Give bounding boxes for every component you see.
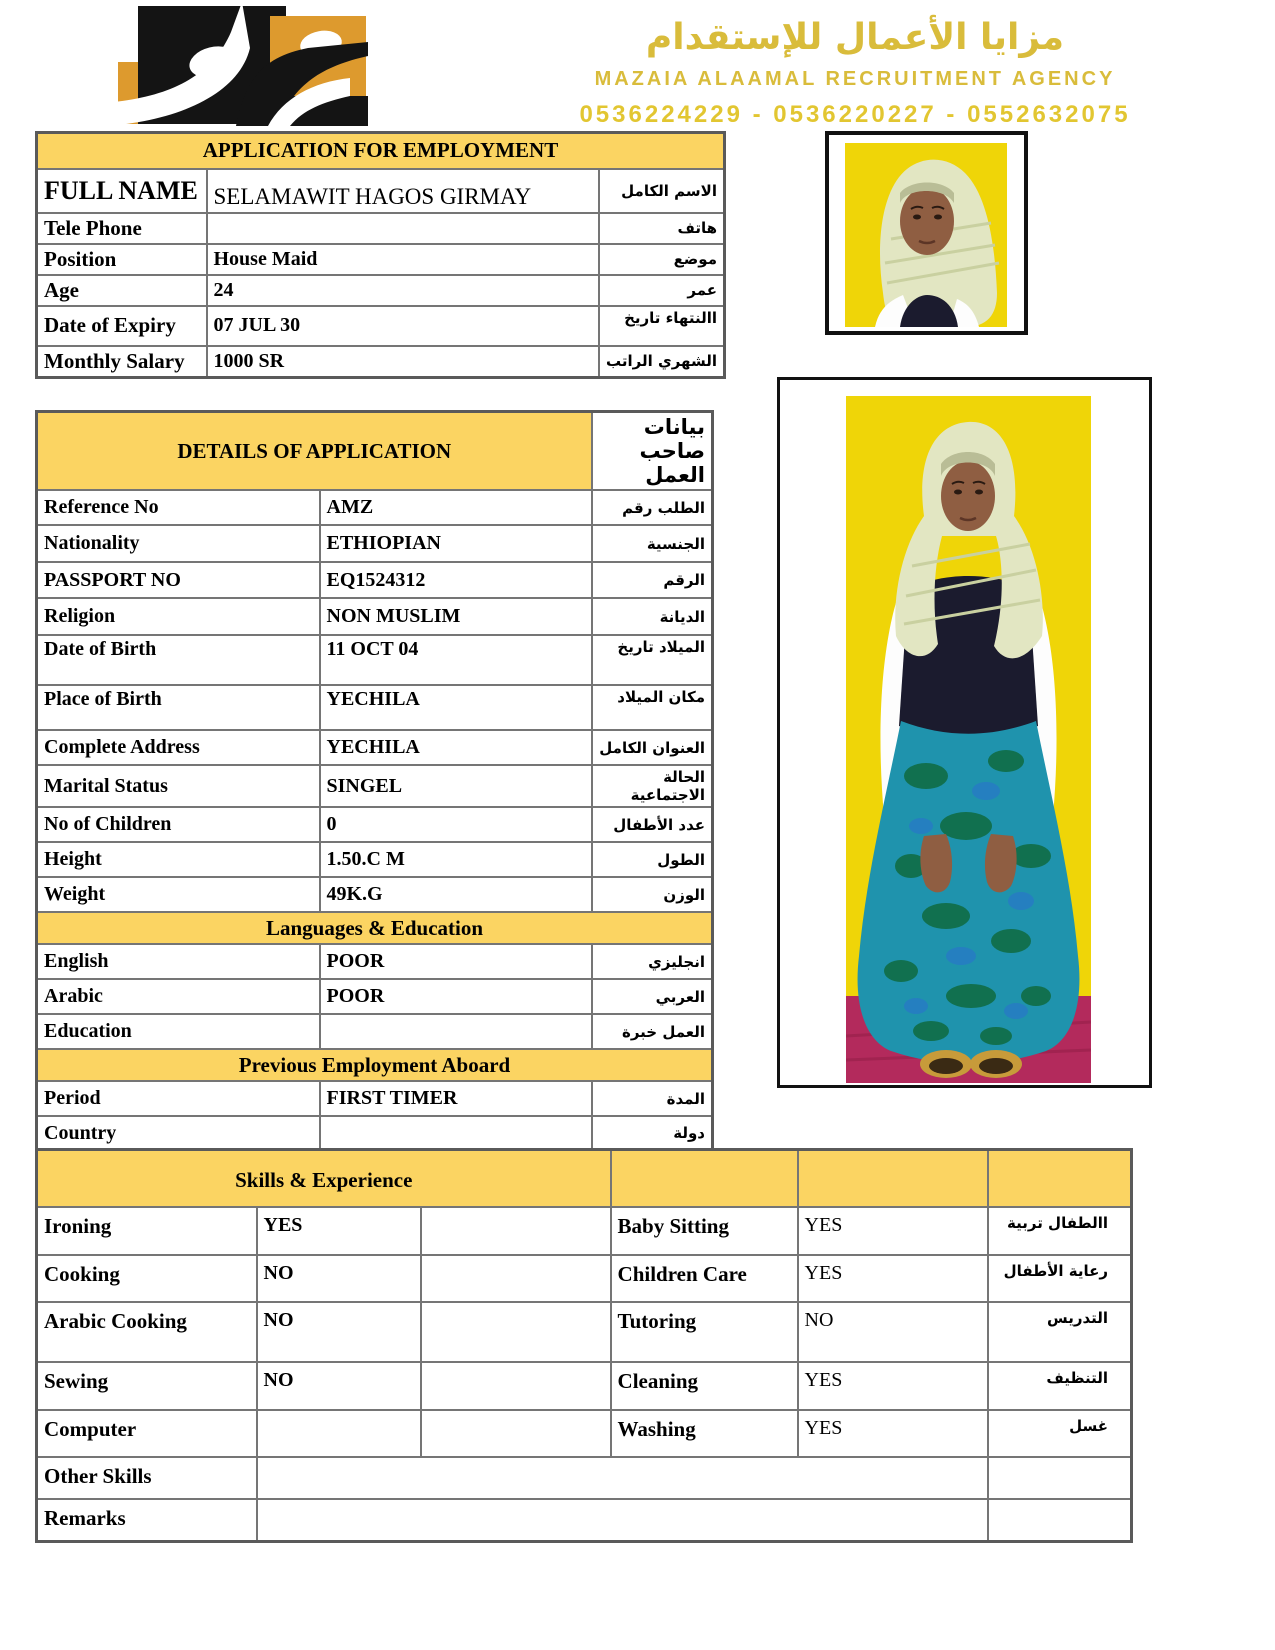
value-computer xyxy=(257,1410,421,1457)
label-tele-phone: Tele Phone xyxy=(37,213,207,244)
details-table-title-arabic: بيانات صاحب العمل xyxy=(592,412,713,491)
value-english: POOR xyxy=(320,944,592,979)
languages-education-header: Languages & Education xyxy=(37,912,713,944)
value-no-of-children: 0 xyxy=(320,807,592,842)
arabic-date-of-expiry: االنتهاء تاريخ xyxy=(599,306,725,346)
value-complete-address: YECHILA xyxy=(320,730,592,765)
applicant-full-body-photo xyxy=(777,377,1152,1088)
value-nationality: ETHIOPIAN xyxy=(320,525,592,562)
label-date-of-birth: Date of Birth xyxy=(37,635,320,685)
arabic-tele-phone: هاتف xyxy=(599,213,725,244)
label-tutoring: Tutoring xyxy=(611,1302,798,1362)
label-other-skills: Other Skills xyxy=(37,1457,257,1499)
agency-name-english: MAZAIA ALAAMAL RECRUITMENT AGENCY xyxy=(594,68,1116,90)
label-full-name: FULL NAME xyxy=(37,169,207,213)
value-weight: 49K.G xyxy=(320,877,592,912)
skills-empty-cell xyxy=(421,1255,611,1302)
arabic-english: انجليزي xyxy=(592,944,713,979)
value-monthly-salary: 1000 SR xyxy=(207,346,599,378)
value-height: 1.50.C M xyxy=(320,842,592,877)
label-age: Age xyxy=(37,275,207,306)
label-country: Country xyxy=(37,1116,320,1151)
arabic-marital-status: الحالة الاجتماعية xyxy=(592,765,713,807)
arabic-no-of-children: عدد الأطفال xyxy=(592,807,713,842)
value-washing: YES xyxy=(798,1410,988,1457)
employment-table xyxy=(35,131,726,379)
label-cooking: Cooking xyxy=(37,1255,257,1302)
value-tutoring: NO xyxy=(798,1302,988,1362)
value-position: House Maid xyxy=(207,244,599,275)
value-passport-no: EQ1524312 xyxy=(320,562,592,598)
arabic-position: موضع xyxy=(599,244,725,275)
skills-header-spacer-1 xyxy=(611,1150,798,1207)
skills-empty-cell xyxy=(421,1410,611,1457)
agency-header xyxy=(520,16,1190,129)
label-cleaning: Cleaning xyxy=(611,1362,798,1410)
headshot-image xyxy=(845,143,1007,327)
label-remarks: Remarks xyxy=(37,1499,257,1542)
arabic-passport-no: الرقم xyxy=(592,562,713,598)
label-arabic-cooking: Arabic Cooking xyxy=(37,1302,257,1362)
arabic-country: دولة xyxy=(592,1116,713,1151)
arabic-weight: الوزن xyxy=(592,877,713,912)
arabic-reference-no: الطلب رقم xyxy=(592,490,713,525)
arabic-children-care: رعاية الأطفال xyxy=(988,1255,1132,1302)
arabic-nationality: الجنسية xyxy=(592,525,713,562)
arabic-remarks xyxy=(988,1499,1132,1542)
skills-empty-cell xyxy=(421,1207,611,1255)
arabic-cleaning: التنظيف xyxy=(988,1362,1132,1410)
value-cleaning: YES xyxy=(798,1362,988,1410)
arabic-complete-address: العنوان الكامل xyxy=(592,730,713,765)
label-complete-address: Complete Address xyxy=(37,730,320,765)
label-weight: Weight xyxy=(37,877,320,912)
agency-logo-icon xyxy=(118,4,368,126)
value-religion: NON MUSLIM xyxy=(320,598,592,635)
label-marital-status: Marital Status xyxy=(37,765,320,807)
arabic-baby-sitting: االطفال تربية xyxy=(988,1207,1132,1255)
agency-phone-numbers: 0536224229 - 0536220227 - 0552632075 xyxy=(579,101,1131,128)
label-baby-sitting: Baby Sitting xyxy=(611,1207,798,1255)
value-date-of-birth: 11 OCT 04 xyxy=(320,635,592,685)
arabic-tutoring: التدريس xyxy=(988,1302,1132,1362)
value-date-of-expiry: 07 JUL 30 xyxy=(207,306,599,346)
label-ironing: Ironing xyxy=(37,1207,257,1255)
label-washing: Washing xyxy=(611,1410,798,1457)
value-tele-phone xyxy=(207,213,599,244)
agency-name-arabic: مزايا الأعمال للإستقدام xyxy=(645,17,1065,58)
skills-table-title: Skills & Experience xyxy=(37,1150,611,1207)
arabic-arabic: العربي xyxy=(592,979,713,1014)
skills-header-spacer-3 xyxy=(988,1150,1132,1207)
arabic-period: المدة xyxy=(592,1081,713,1116)
value-full-name: SELAMAWIT HAGOS GIRMAY xyxy=(207,169,599,213)
details-table xyxy=(35,410,714,1153)
label-monthly-salary: Monthly Salary xyxy=(37,346,207,378)
arabic-full-name: الاسم الكامل xyxy=(599,169,725,213)
skills-empty-cell xyxy=(421,1302,611,1362)
label-position: Position xyxy=(37,244,207,275)
value-country xyxy=(320,1116,592,1151)
employment-table-title: APPLICATION FOR EMPLOYMENT xyxy=(37,133,725,169)
value-reference-no: AMZ xyxy=(320,490,592,525)
applicant-headshot-photo xyxy=(825,131,1028,335)
label-english: English xyxy=(37,944,320,979)
value-education xyxy=(320,1014,592,1049)
value-age: 24 xyxy=(207,275,599,306)
value-other-skills xyxy=(257,1457,988,1499)
value-arabic: POOR xyxy=(320,979,592,1014)
full-body-image xyxy=(846,396,1091,1083)
details-table-title: DETAILS OF APPLICATION xyxy=(37,412,592,491)
arabic-other-skills xyxy=(988,1457,1132,1499)
label-height: Height xyxy=(37,842,320,877)
value-cooking: NO xyxy=(257,1255,421,1302)
skills-table xyxy=(35,1148,1133,1543)
value-sewing: NO xyxy=(257,1362,421,1410)
arabic-religion: الديانة xyxy=(592,598,713,635)
value-baby-sitting: YES xyxy=(798,1207,988,1255)
label-children-care: Children Care xyxy=(611,1255,798,1302)
label-date-of-expiry: Date of Expiry xyxy=(37,306,207,346)
label-reference-no: Reference No xyxy=(37,490,320,525)
previous-employment-header: Previous Employment Aboard xyxy=(37,1049,713,1081)
label-period: Period xyxy=(37,1081,320,1116)
label-education: Education xyxy=(37,1014,320,1049)
label-passport-no: PASSPORT NO xyxy=(37,562,320,598)
arabic-washing: غسل xyxy=(988,1410,1132,1457)
label-no-of-children: No of Children xyxy=(37,807,320,842)
value-children-care: YES xyxy=(798,1255,988,1302)
label-place-of-birth: Place of Birth xyxy=(37,685,320,730)
label-nationality: Nationality xyxy=(37,525,320,562)
arabic-monthly-salary: الشهري الراتب xyxy=(599,346,725,378)
arabic-age: عمر xyxy=(599,275,725,306)
arabic-date-of-birth: الميلاد تاريخ xyxy=(592,635,713,685)
arabic-place-of-birth: مكان الميلاد xyxy=(592,685,713,730)
label-religion: Religion xyxy=(37,598,320,635)
label-arabic: Arabic xyxy=(37,979,320,1014)
skills-empty-cell xyxy=(421,1362,611,1410)
label-computer: Computer xyxy=(37,1410,257,1457)
arabic-education: العمل خبرة xyxy=(592,1014,713,1049)
label-sewing: Sewing xyxy=(37,1362,257,1410)
value-arabic-cooking: NO xyxy=(257,1302,421,1362)
value-marital-status: SINGEL xyxy=(320,765,592,807)
value-remarks xyxy=(257,1499,988,1542)
value-period: FIRST TIMER xyxy=(320,1081,592,1116)
arabic-height: الطول xyxy=(592,842,713,877)
value-ironing: YES xyxy=(257,1207,421,1255)
value-place-of-birth: YECHILA xyxy=(320,685,592,730)
skills-header-spacer-2 xyxy=(798,1150,988,1207)
